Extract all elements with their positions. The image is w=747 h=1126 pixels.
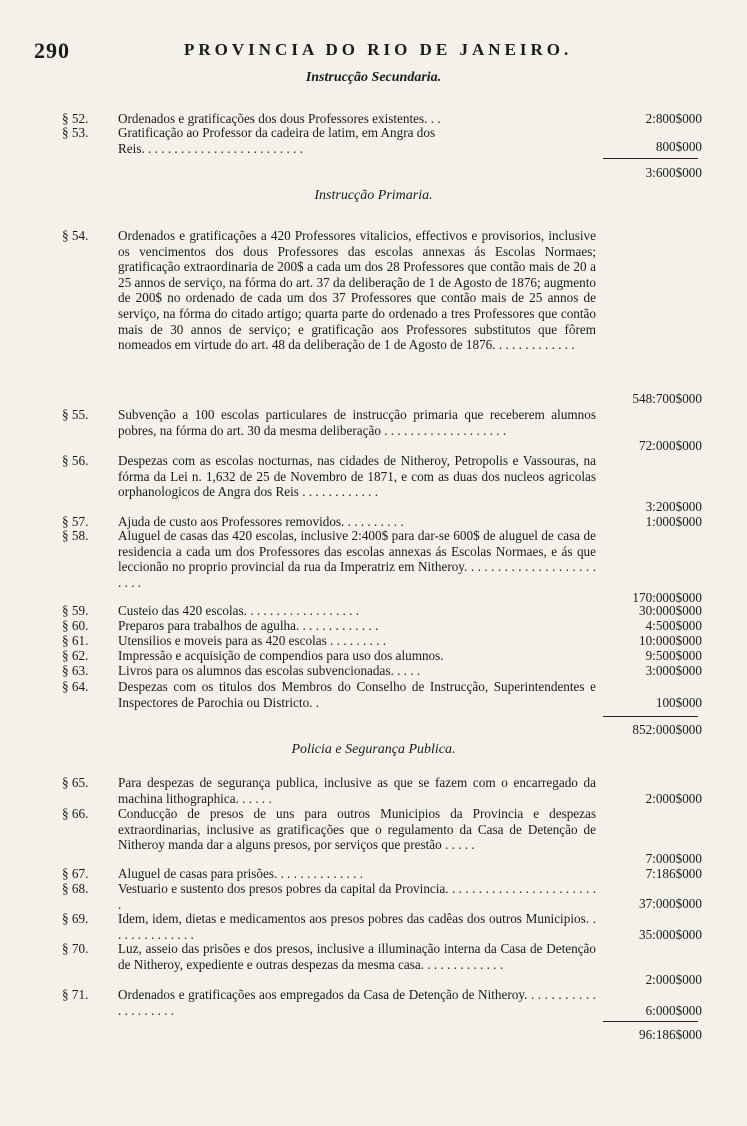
item-amount: 4:500$000 xyxy=(645,618,702,633)
item-description: Despezas com as escolas nocturnas, nas cidades de Nitheroy, Petropolis e Vassouras, na fórma da Lei n. 1,632 de 25 de Novembro de 1871, e com as duas dos nucleos agricolas orphanologicos de Angra dos Reis . . . . . . . . . . . . xyxy=(118,453,596,500)
item-amount: 7:186$000 xyxy=(645,866,702,881)
item-amount: 35:000$000 xyxy=(638,927,702,942)
item-amount: 2:000$000 xyxy=(645,791,702,806)
item-amount: 2:000$000 xyxy=(645,972,702,987)
budget-item xyxy=(62,775,702,807)
item-number: § 62. xyxy=(62,648,89,663)
budget-item xyxy=(62,453,702,517)
budget-item xyxy=(62,125,702,157)
item-amount: 100$000 xyxy=(655,695,702,710)
item-description: Preparos para trabalhos de agulha. . . . . . . . . . . . . xyxy=(118,618,379,633)
budget-item xyxy=(62,866,702,882)
item-amount: 9:500$000 xyxy=(645,648,702,663)
item-number: § 56. xyxy=(62,453,89,468)
item-description: Gratificação ao Professor da cadeira de latim, em Angra dos Reis. . . . . . . . . . . . . . . . . . . . . . . . . xyxy=(118,125,436,156)
item-description: Para despezas de segurança publica, inclusive as que se fazem com o encarregado da machina lithographica. . . . . . xyxy=(118,775,596,806)
item-description: Aluguel de casas para prisões. . . . . . . . . . . . . . xyxy=(118,866,364,881)
item-amount: 7:000$000 xyxy=(645,851,702,866)
budget-item xyxy=(62,228,702,406)
item-number: § 57. xyxy=(62,514,89,529)
item-amount: 37:000$000 xyxy=(638,896,702,911)
item-description: Ordenados e gratificações aos empregados da Casa de Detenção de Nitheroy. . . . . . . . . . . . . . . . . . . . xyxy=(118,987,596,1018)
section-total: 3:600$000 xyxy=(645,165,702,180)
item-amount: 3:200$000 xyxy=(645,499,702,514)
section-total: 852:000$000 xyxy=(632,722,702,737)
item-amount: 10:000$000 xyxy=(638,633,702,648)
budget-item xyxy=(62,648,702,664)
item-amount: 2:800$000 xyxy=(645,111,702,126)
running-title: PROVINCIA DO RIO DE JANEIRO. xyxy=(184,40,573,59)
item-amount: 72:000$000 xyxy=(638,438,702,453)
item-number: § 55. xyxy=(62,407,89,422)
budget-item xyxy=(62,941,702,989)
item-amount: 170:000$000 xyxy=(632,590,702,605)
item-description: Livros para os alumnos das escolas subvencionadas. . . . . xyxy=(118,663,421,678)
item-number: § 54. xyxy=(62,228,89,243)
budget-item xyxy=(62,528,702,606)
budget-item xyxy=(62,881,702,913)
item-number: § 61. xyxy=(62,633,89,648)
item-description: Impressão e acquisição de compendios para uso dos alumnos. xyxy=(118,648,444,663)
item-number: § 59. xyxy=(62,603,89,618)
item-description: Subvenção a 100 escolas particulares de instrucção primaria que receberem alumnos pobres, na fórma do art. 30 da mesma deliberação . . . . . . . . . . . . . . . . . . . xyxy=(118,407,596,438)
item-description: Ajuda de custo aos Professores removidos. . . . . . . . . . xyxy=(118,514,404,529)
item-amount: 1:000$000 xyxy=(645,514,702,529)
section-heading: Instrucção Secundaria. xyxy=(305,70,442,85)
item-description: Utensilios e moveis para as 420 escolas . . . . . . . . . xyxy=(118,633,387,648)
item-number: § 65. xyxy=(62,775,89,790)
budget-item xyxy=(62,407,702,455)
budget-item xyxy=(62,663,702,679)
sum-rule xyxy=(603,1021,698,1022)
item-number: § 53. xyxy=(62,125,89,140)
item-number: § 69. xyxy=(62,911,89,926)
budget-item xyxy=(62,603,702,619)
item-description: Idem, idem, dietas e medicamentos aos presos pobres das cadêas dos outros Municipios. . . . . . . . . . . . . . xyxy=(118,911,596,942)
item-number: § 58. xyxy=(62,528,89,543)
page-header xyxy=(34,38,714,68)
budget-item xyxy=(62,679,702,711)
item-number: § 52. xyxy=(62,111,89,126)
item-description: Ordenados e gratificações a 420 Professores vitalicios, effectivos e provisorios, inclusive os vencimentos dos dous Professores das escolas annexas ás Escolas Normaes; gratificação extraordinaria de 200$ a cada um dos 28 Professores que contão mais de 20 a 25 annos de serviço, na fórma do art. 37 da deliberação de 1 de Agosto de 1876; augmento de 200$ no ordenado de cada um dos 37 Professores que contão mais de 25 annos de serviço, na fórma do citado artigo; quarta parte do ordenado a tres Professores que contão mais de 30 annos de serviço; e gratificação aos Professores substitutos que fôrem nomeados em virtude do art. 48 da deliberação de 1 de Agosto de 1876. . . . . . . . . . . . . xyxy=(118,228,596,353)
section-heading: Policia e Segurança Publica. xyxy=(291,742,456,757)
budget-item xyxy=(62,806,702,870)
item-number: § 71. xyxy=(62,987,89,1002)
page-number: 290 xyxy=(34,38,70,63)
item-number: § 64. xyxy=(62,679,89,694)
section-heading: Instrucção Primaria. xyxy=(314,188,433,203)
item-number: § 60. xyxy=(62,618,89,633)
budget-item xyxy=(62,911,702,943)
item-description: Ordenados e gratificações dos dous Professores existentes. . . xyxy=(118,111,441,126)
item-description: Despezas com os titulos dos Membros do Conselho de Instrucção, Superintendentes e Inspectores de Parochia ou Districto. . xyxy=(118,679,596,710)
item-number: § 66. xyxy=(62,806,89,821)
item-amount: 548:700$000 xyxy=(632,391,702,406)
item-amount: 800$000 xyxy=(655,139,702,154)
item-description: Custeio das 420 escolas. . . . . . . . . . . . . . . . . . xyxy=(118,603,360,618)
section-total: 96:186$000 xyxy=(638,1027,702,1042)
item-description: Aluguel de casas das 420 escolas, inclusive 2:400$ para dar-se 600$ de aluguel de casa de residencia a cada um dos Professores das escolas annexas ás Escolas Normaes, e ás que leccionão no proprio provincial da rua da Imperatriz em Nitheroy. . . . . . . . . . . . . . . . . . . . . . . . xyxy=(118,528,596,590)
budget-item xyxy=(62,633,702,649)
budget-item xyxy=(62,987,702,1019)
budget-item xyxy=(62,618,702,634)
sum-rule xyxy=(603,716,698,717)
item-number: § 63. xyxy=(62,663,89,678)
item-amount: 6:000$000 xyxy=(645,1003,702,1018)
sum-rule xyxy=(603,158,698,159)
item-amount: 3:000$000 xyxy=(645,663,702,678)
item-description: Luz, asseio das prisões e dos presos, inclusive a illuminação interna da Casa de Detenção de Nitheroy, expediente e outras despezas da mesma casa. . . . . . . . . . . . . xyxy=(118,941,596,972)
item-description: Vestuario e sustento dos presos pobres da capital da Provincia. . . . . . . . . . . . . . . . . . . . . . . . xyxy=(118,881,596,912)
item-number: § 67. xyxy=(62,866,89,881)
item-number: § 70. xyxy=(62,941,89,956)
item-amount: 30:000$000 xyxy=(638,603,702,618)
item-number: § 68. xyxy=(62,881,89,896)
item-description: Conducção de presos de uns para outros Municipios da Provincia e despezas extraordinarias, inclusive as gratificações que o regulamento da Casa de Detenção de Nitheroy manda dar a alguns presos, por serviços que prestão . . . . . xyxy=(118,806,596,853)
